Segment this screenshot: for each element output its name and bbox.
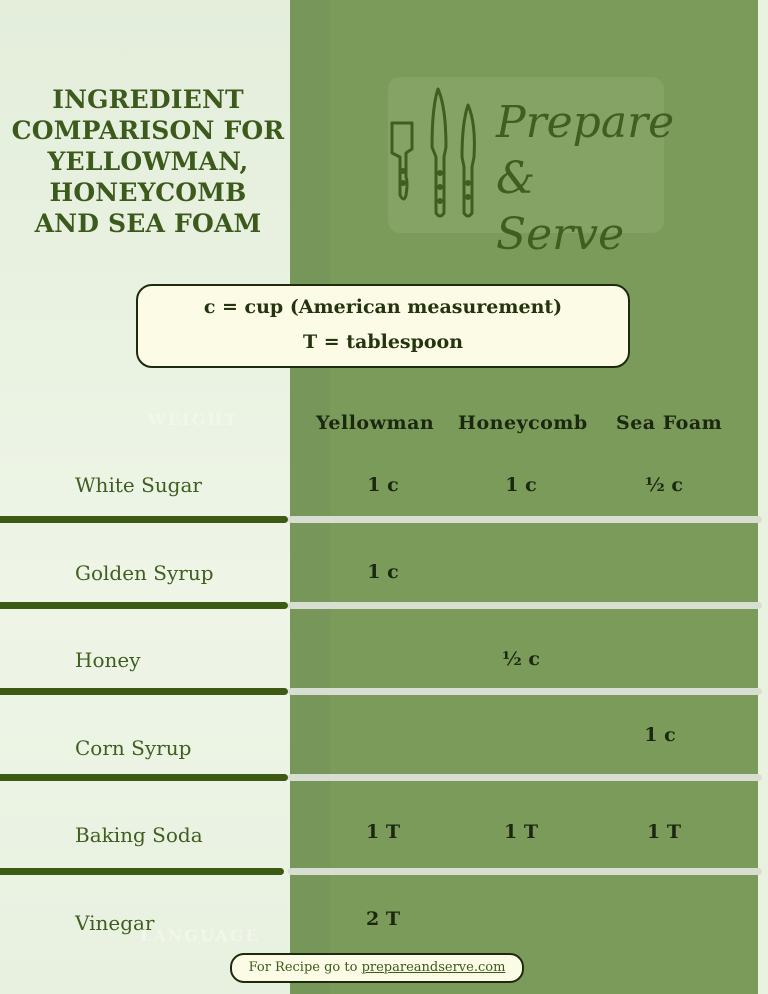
row-label-honey: Honey — [75, 648, 141, 672]
cell-golden-syrup-yellowman: 1 c — [367, 561, 399, 583]
row-divider — [288, 774, 762, 781]
cell-corn-syrup-sea-foam: 1 c — [644, 724, 676, 746]
cell-white-sugar-sea-foam: ½ c — [645, 474, 683, 496]
row-label-white-sugar: White Sugar — [75, 473, 202, 497]
column-header-yellowman: Yellowman — [316, 412, 435, 434]
cell-honey-honeycomb: ½ c — [502, 648, 540, 670]
row-divider — [0, 688, 288, 695]
row-divider — [288, 516, 762, 523]
row-divider — [288, 688, 762, 695]
units-legend — [136, 284, 630, 368]
row-divider — [288, 868, 762, 875]
row-label-golden-syrup: Golden Syrup — [75, 561, 214, 585]
faded-weight-label: WEIGHT — [148, 410, 239, 429]
cell-baking-soda-sea-foam: 1 T — [647, 821, 681, 843]
row-label-baking-soda: Baking Soda — [75, 823, 203, 847]
legend-tablespoon: T = tablespoon — [302, 331, 464, 353]
cell-baking-soda-honeycomb: 1 T — [504, 821, 538, 843]
cell-baking-soda-yellowman: 1 T — [366, 821, 400, 843]
panel-stripe — [290, 0, 330, 994]
knives-icon — [388, 87, 488, 227]
row-divider — [0, 868, 284, 875]
cell-vinegar-yellowman: 2 T — [366, 908, 400, 930]
cell-white-sugar-yellowman: 1 c — [367, 474, 399, 496]
row-label-vinegar: Vinegar — [75, 911, 155, 935]
row-divider — [0, 516, 288, 523]
right-edge — [758, 0, 768, 994]
faded-language-label: LANGUAGE — [140, 926, 260, 945]
footer-prefix: For Recipe go to — [248, 960, 362, 975]
page-title: INGREDIENT COMPARISON FOR YELLOWMAN, HONEYCOMB AND SEA FOAM — [11, 85, 285, 238]
row-divider — [288, 602, 762, 609]
logo — [388, 77, 675, 260]
row-divider — [0, 602, 288, 609]
legend-cup: c = cup (American measurement) — [203, 296, 563, 318]
row-label-corn-syrup: Corn Syrup — [75, 736, 192, 760]
column-header-honeycomb: Honeycomb — [458, 412, 588, 434]
cell-white-sugar-honeycomb: 1 c — [505, 474, 537, 496]
footer-recipe-link — [230, 953, 524, 983]
column-header-sea-foam: Sea Foam — [616, 412, 723, 434]
logo-text: Prepare & Serve — [496, 97, 675, 260]
row-divider — [0, 774, 288, 781]
recipe-link[interactable]: prepareandserve.com — [361, 960, 506, 975]
